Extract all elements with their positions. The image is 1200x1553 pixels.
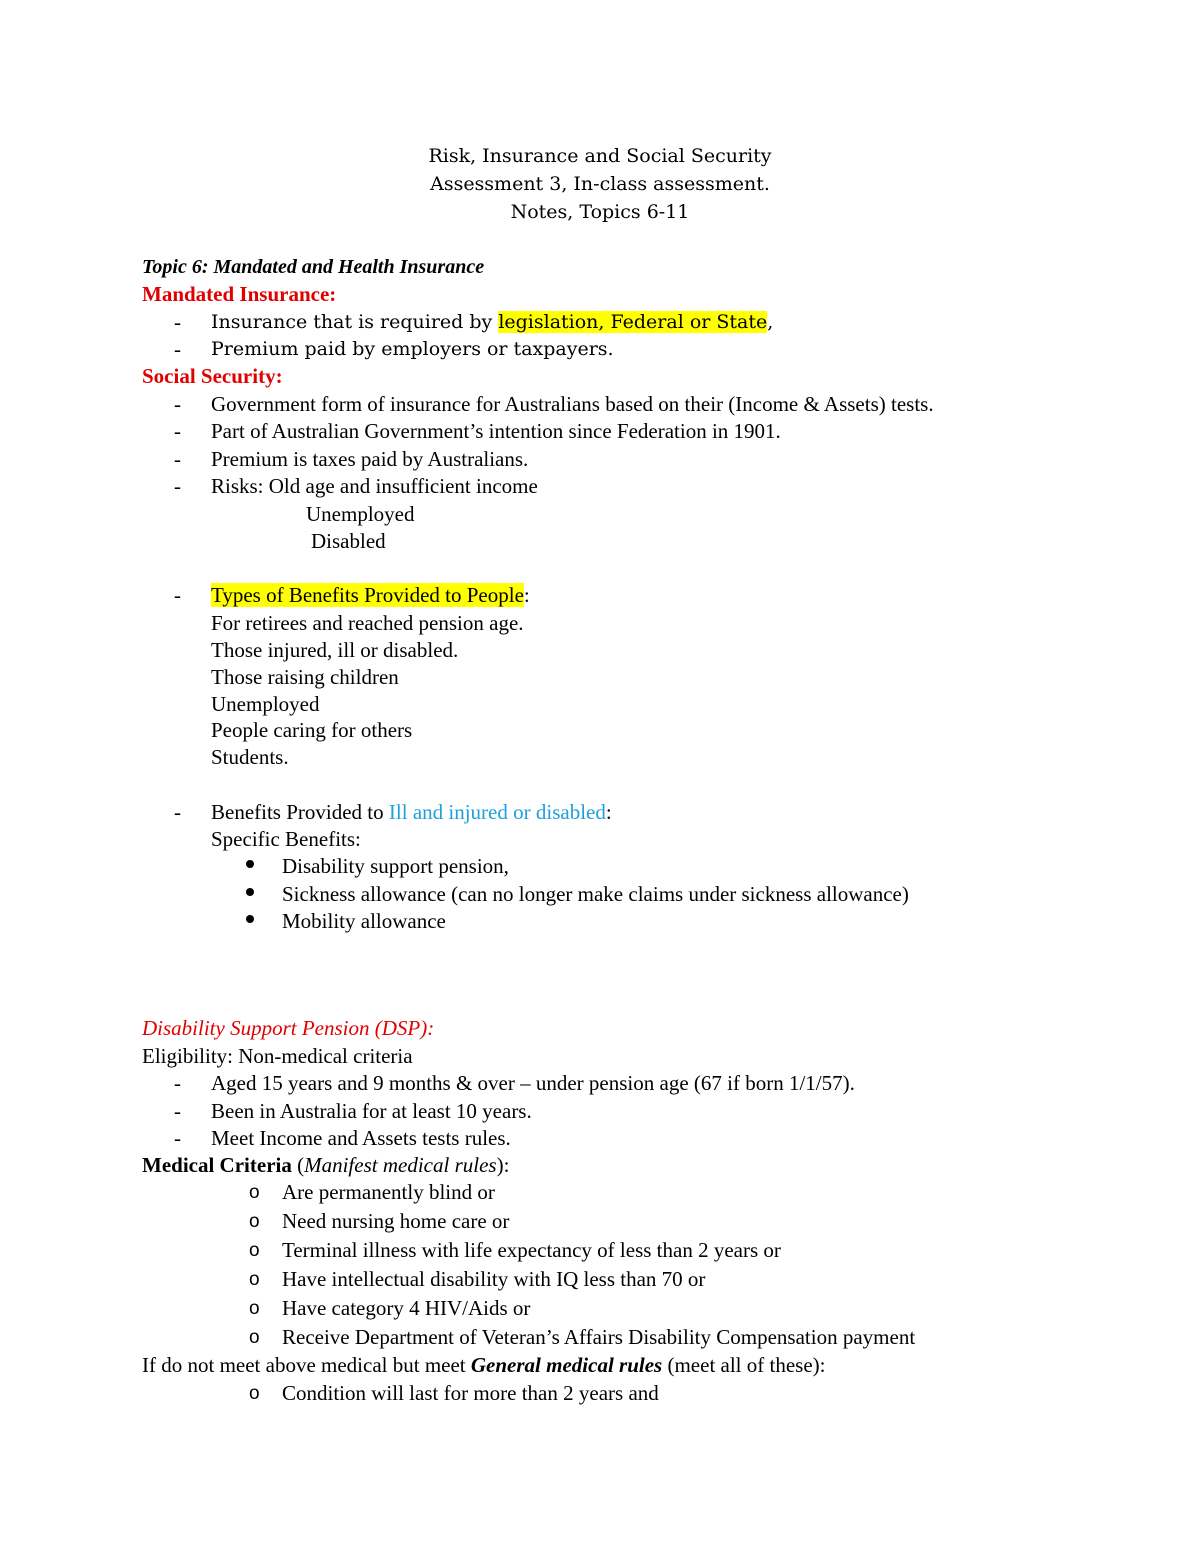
specific-benefit-item: Disability support pension,: [282, 854, 509, 878]
topic-heading: Topic 6: Mandated and Health Insurance: [142, 256, 485, 278]
circle-bullet-icon: o: [249, 1211, 260, 1232]
nonmedical-item: Meet Income and Assets tests rules.: [211, 1126, 511, 1150]
bullet-icon: [246, 888, 254, 896]
medical-item: Are permanently blind or: [282, 1180, 495, 1204]
dash-marker: -: [174, 474, 181, 498]
circle-bullet-icon: o: [249, 1383, 260, 1404]
dash-marker: -: [174, 1099, 181, 1123]
general-medical-item: Condition will last for more than 2 years and: [282, 1381, 659, 1405]
nonmedical-item: Aged 15 years and 9 months & over – under pension age (67 if born 1/1/57).: [211, 1071, 855, 1095]
bullet-icon: [246, 860, 254, 868]
benefits-provided-blue: Ill and injured or disabled: [388, 800, 606, 824]
social-security-heading: Social Security:: [142, 364, 283, 388]
nonmedical-item: Been in Australia for at least 10 years.: [211, 1099, 532, 1123]
eligibility-line: Eligibility: Non-medical criteria: [142, 1044, 413, 1068]
types-item: People caring for others: [211, 718, 413, 742]
social-item: Premium is taxes paid by Australians.: [211, 447, 529, 471]
mandated-item-2: Premium paid by employers or taxpayers.: [211, 338, 614, 360]
types-item: Those raising children: [211, 665, 399, 689]
general-medical-pre: If do not meet above medical but meet: [142, 1353, 471, 1377]
circle-bullet-icon: o: [249, 1182, 260, 1203]
mandated-item-1-text: Insurance that is required by: [211, 311, 499, 333]
specific-benefit-item: Mobility allowance: [282, 909, 446, 933]
dash-marker: -: [174, 310, 181, 334]
highlight-legislation: legislation, Federal or State: [498, 311, 768, 333]
general-medical-post: (meet all of these):: [662, 1353, 826, 1377]
dash-marker: -: [174, 447, 181, 471]
dash-marker: -: [174, 392, 181, 416]
types-colon: :: [523, 583, 530, 607]
benefits-provided-line: [211, 800, 612, 824]
bullet-icon: [246, 915, 254, 923]
medical-item: Receive Department of Veteran’s Affairs Disability Compensation payment: [282, 1325, 916, 1349]
medical-item: Need nursing home care or: [282, 1209, 510, 1233]
benefits-colon: :: [605, 800, 612, 824]
dash-marker: -: [174, 583, 181, 607]
social-item: Risks: Old age and insufficient income: [211, 474, 538, 498]
document-notes-line: Notes, Topics 6-11: [510, 201, 690, 223]
document-subtitle: Assessment 3, In-class assessment.: [430, 173, 770, 195]
medical-criteria-line: [142, 1153, 509, 1177]
dash-marker: -: [174, 1071, 181, 1095]
highlight-types-of-benefits: Types of Benefits Provided to People: [211, 583, 524, 607]
types-item: Unemployed: [211, 692, 320, 716]
medical-item: Terminal illness with life expectancy of less than 2 years or: [282, 1238, 781, 1262]
specific-benefits-label: Specific Benefits:: [211, 827, 361, 851]
general-medical-line: [142, 1353, 825, 1377]
medical-criteria-bold: Medical Criteria: [142, 1153, 292, 1177]
circle-bullet-icon: o: [249, 1240, 260, 1261]
risk-item: Disabled: [311, 529, 386, 553]
medical-item: Have intellectual disability with IQ less than 70 or: [282, 1267, 706, 1291]
dash-marker: -: [174, 337, 181, 361]
types-item: Those injured, ill or disabled.: [211, 638, 459, 662]
types-item: Students.: [211, 745, 289, 769]
specific-benefit-item: Sickness allowance (can no longer make claims under sickness allowance): [282, 882, 909, 906]
mandated-item-1-comma: ,: [767, 311, 774, 333]
dsp-heading: Disability Support Pension (DSP):: [142, 1016, 435, 1040]
mandated-heading: Mandated Insurance:: [142, 282, 337, 306]
dash-marker: -: [174, 800, 181, 824]
benefits-provided-text: Benefits Provided to: [211, 800, 389, 824]
medical-item: Have category 4 HIV/Aids or: [282, 1296, 531, 1320]
dash-marker: -: [174, 1126, 181, 1150]
types-of-benefits: [211, 583, 530, 607]
mandated-item-1: [211, 310, 773, 334]
circle-bullet-icon: o: [249, 1298, 260, 1319]
risk-item: Unemployed: [306, 502, 415, 526]
manifest-medical-rules: Manifest medical rules: [304, 1153, 497, 1177]
social-item: Government form of insurance for Australians based on their (Income & Assets) tests.: [211, 392, 934, 416]
dash-marker: -: [174, 419, 181, 443]
social-item: Part of Australian Government’s intention since Federation in 1901.: [211, 419, 781, 443]
circle-bullet-icon: o: [249, 1327, 260, 1348]
document-title: Risk, Insurance and Social Security: [428, 145, 772, 167]
types-item: For retirees and reached pension age.: [211, 611, 524, 635]
medical-criteria-close: ):: [496, 1153, 510, 1177]
medical-criteria-open: (: [291, 1153, 305, 1177]
circle-bullet-icon: o: [249, 1269, 260, 1290]
general-medical-rules: General medical rules: [470, 1353, 663, 1377]
